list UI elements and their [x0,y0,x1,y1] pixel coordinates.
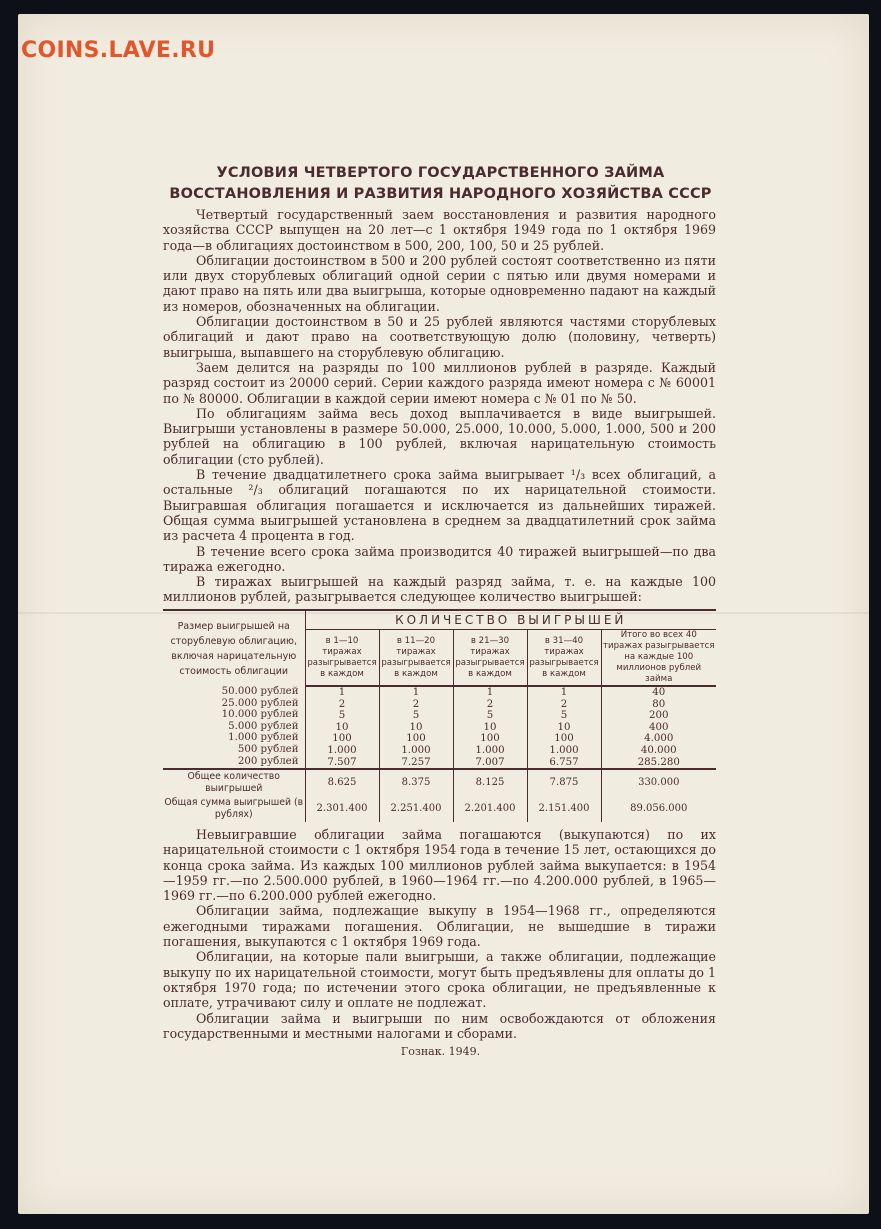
total-count-label: Общее количество выигрышей [163,769,305,796]
total-count-cell: 8.375 [379,769,453,796]
count-cell: 1.000 [327,744,357,756]
denomination-cell: 10.000 рублей [221,709,299,721]
count-cell: 10 [483,721,497,733]
count-cell: 1 [560,687,568,698]
prize-size-header: Размер выигрышей на сторублевую облигацию, включая нарицательную стоимость облигации [163,610,305,686]
paragraph: Облигации займа, подлежащие выкупу в 1954—1968 гг., определяются ежегодными тиражами погашения. Облигации, не вышедшие в тиражи погашения, выкупаются с 1 октября 1969 года. [163,903,716,950]
count-cell: 5 [338,710,346,722]
terms-text-bottom [163,827,716,1041]
paragraph: В течение всего срока займа производится 40 тиражей выигрышей—по два тиража ежегодно. [163,543,716,574]
count-cell: 4.000 [644,733,674,745]
count-cell: 2 [560,698,568,710]
count-cell: 40 [652,687,666,698]
count-cell: 40.000 [640,744,677,756]
count-cell: 1.000 [549,744,579,756]
column-header: в 31—40 тиражах разыгрывается в каждом [527,630,601,687]
paragraph: По облигациям займа весь доход выплачивается в виде выигрышей. Выигрыши установлены в размере 50.000, 25.000, 10.000, 5.000, 1.000, 500 и 200 рублей на облигацию в 100 рублей, включая нарицательную стоимость облигации (сто рублей). [163,405,716,467]
count-cell: 10 [335,721,349,733]
paragraph: Облигации достоинством в 500 и 200 рублей состоят соответственно из пяти или двух сторублевых облигаций одной серии с пятью или двумя номерами и дают право на пять или два выигрыша, которые одновременно падают на каждый из номеров, обозначенных на облигации. [163,252,716,314]
count-column-1 [305,686,379,769]
paragraph: Облигации достоинством в 50 и 25 рублей являются частями сторублевых облигаций и дают право на соответствующую долю (половину, четверть) выигрыша, выпавшего на сторублевую облигацию. [163,314,716,360]
total-sum-cell: 2.201.400 [453,796,527,822]
count-cell: 2 [338,698,346,710]
count-cell: 7.007 [475,756,505,768]
total-sum-cell: 2.301.400 [305,796,379,822]
total-count-cell: 8.125 [453,769,527,796]
site-watermark: COINS.LAVE.RU [21,38,216,63]
count-cell: 5 [560,710,568,722]
count-cell: 285.280 [637,756,680,768]
total-sum-cell: 2.151.400 [527,796,601,822]
count-cell: 6.757 [549,756,579,768]
total-column [601,686,716,769]
count-column-3 [453,686,527,769]
prize-table [163,609,716,822]
total-sum-cell: 89.056.000 [630,803,688,815]
count-cell: 10 [557,721,571,733]
count-cell: 10 [409,721,423,733]
terms-text-top [163,207,716,605]
denomination-cell: 200 рублей [237,755,299,767]
count-column-2 [379,686,453,769]
count-cell: 5 [486,710,494,722]
total-count-cell: 330.000 [638,777,680,789]
count-cell: 100 [554,733,574,745]
paragraph: Четвертый государственный заем восстановления и развития народного хозяйства СССР выпущен на 20 лет—с 1 октября 1949 года по 1 октября 1969 года—в облигациях достоинством в 500, 200, 100, 50 и 25 рублей. [163,207,716,253]
count-cell: 7.257 [401,756,431,768]
column-header: в 11—20 тиражах разыгрывается в каждом [379,630,453,687]
count-cell: 5 [412,710,420,722]
denomination-cell: 25.000 рублей [221,697,299,709]
count-cell: 2 [486,698,494,710]
document-title-line-2: ВОССТАНОВЛЕНИЯ И РАЗВИТИЯ НАРОДНОГО ХОЗЯЙСТВА СССР [169,186,712,202]
total-sum-label: Общая сумма выигрышей (в рублях) [164,797,304,821]
paragraph: Облигации займа и выигрыши по ним освобождаются от обложения государственными и местными налогами и сборами. [163,1010,716,1041]
paragraph: В тиражах выигрышей на каждый разряд займа, т. е. на каждые 100 миллионов рублей, разыгрывается следующее количество выигрышей: [163,574,716,605]
count-cell: 1 [338,687,346,698]
paragraph: Невыигравшие облигации займа погашаются (выкупаются) по их нарицательной стоимости с 1 октября 1954 года в течение 15 лет, остающихся до конца срока займа. Из каждых 100 миллионов рублей займа выкупается: в 1954—1959 гг.—по 2.500.000 рублей, в 1960—1964 гг.—по 4.200.000 рублей, в 1965—1969 гг.—по 6.200.000 рублей ежегодно. [163,827,716,904]
paragraph: В течение двадцатилетнего срока займа выигрывает ¹/₃ всех облигаций, а остальные ²/₃ облигаций погашаются по их нарицательной стоимости. Выигравшая облигация погашается и исключается из дальнейших тиражей. Общая сумма выигрышей установлена в среднем за двадцатилетний срок займа из расчета 4 процента в год. [163,467,716,544]
count-cell: 7.507 [327,756,357,768]
count-cell: 200 [649,710,669,722]
paragraph: Заем делится на разряды по 100 миллионов рублей в разряде. Каждый разряд состоит из 20000 серий. Серии каждого разряда имеют номера с № 60001 по № 80000. Облигации в каждой серии имеют номера с № 01 по № 50. [163,359,716,406]
document-title-line-1: УСЛОВИЯ ЧЕТВЕРТОГО ГОСУДАРСТВЕННОГО ЗАЙМА [216,165,665,181]
count-cell: 400 [649,721,669,733]
total-count-cell: 7.875 [527,769,601,796]
count-cell: 1 [412,687,420,698]
count-cell: 2 [412,698,420,710]
count-cell: 80 [652,698,666,710]
paragraph: Облигации, на которые пали выигрыши, а также облигации, подлежащие выкупу по их нарицательной стоимости, могут быть предъявлены для оплаты до 1 октября 1970 года; по истечении этого срока облигации, не предъявленные к оплате, утрачивают силу и оплате не подлежат. [163,949,716,1011]
printer-imprint: Гознак. 1949. [400,1045,481,1058]
count-cell: 1 [486,687,494,698]
count-cell: 100 [332,733,352,745]
count-cell: 100 [406,733,426,745]
count-group-header: КОЛИЧЕСТВО ВЫИГРЫШЕЙ [305,610,716,630]
column-header: в 21—30 тиражах разыгрывается в каждом [453,630,527,687]
denomination-cell: 1.000 рублей [228,732,299,744]
count-cell: 1.000 [401,744,431,756]
total-count-cell: 8.625 [305,769,379,796]
denomination-cell: 500 рублей [237,743,299,755]
total-sum-cell: 2.251.400 [379,796,453,822]
count-cell: 100 [480,733,500,745]
column-header: в 1—10 тиражах разыгрывается в каждом [305,630,379,687]
column-header: Итого во всех 40 тиражах разыгрывается на каждые 100 миллионов рублей займа [603,630,715,684]
denominations-column [163,686,305,769]
count-cell: 1.000 [475,744,505,756]
count-column-4 [527,686,601,769]
denomination-cell: 5.000 рублей [228,720,299,732]
denomination-cell: 50.000 рублей [221,686,299,697]
